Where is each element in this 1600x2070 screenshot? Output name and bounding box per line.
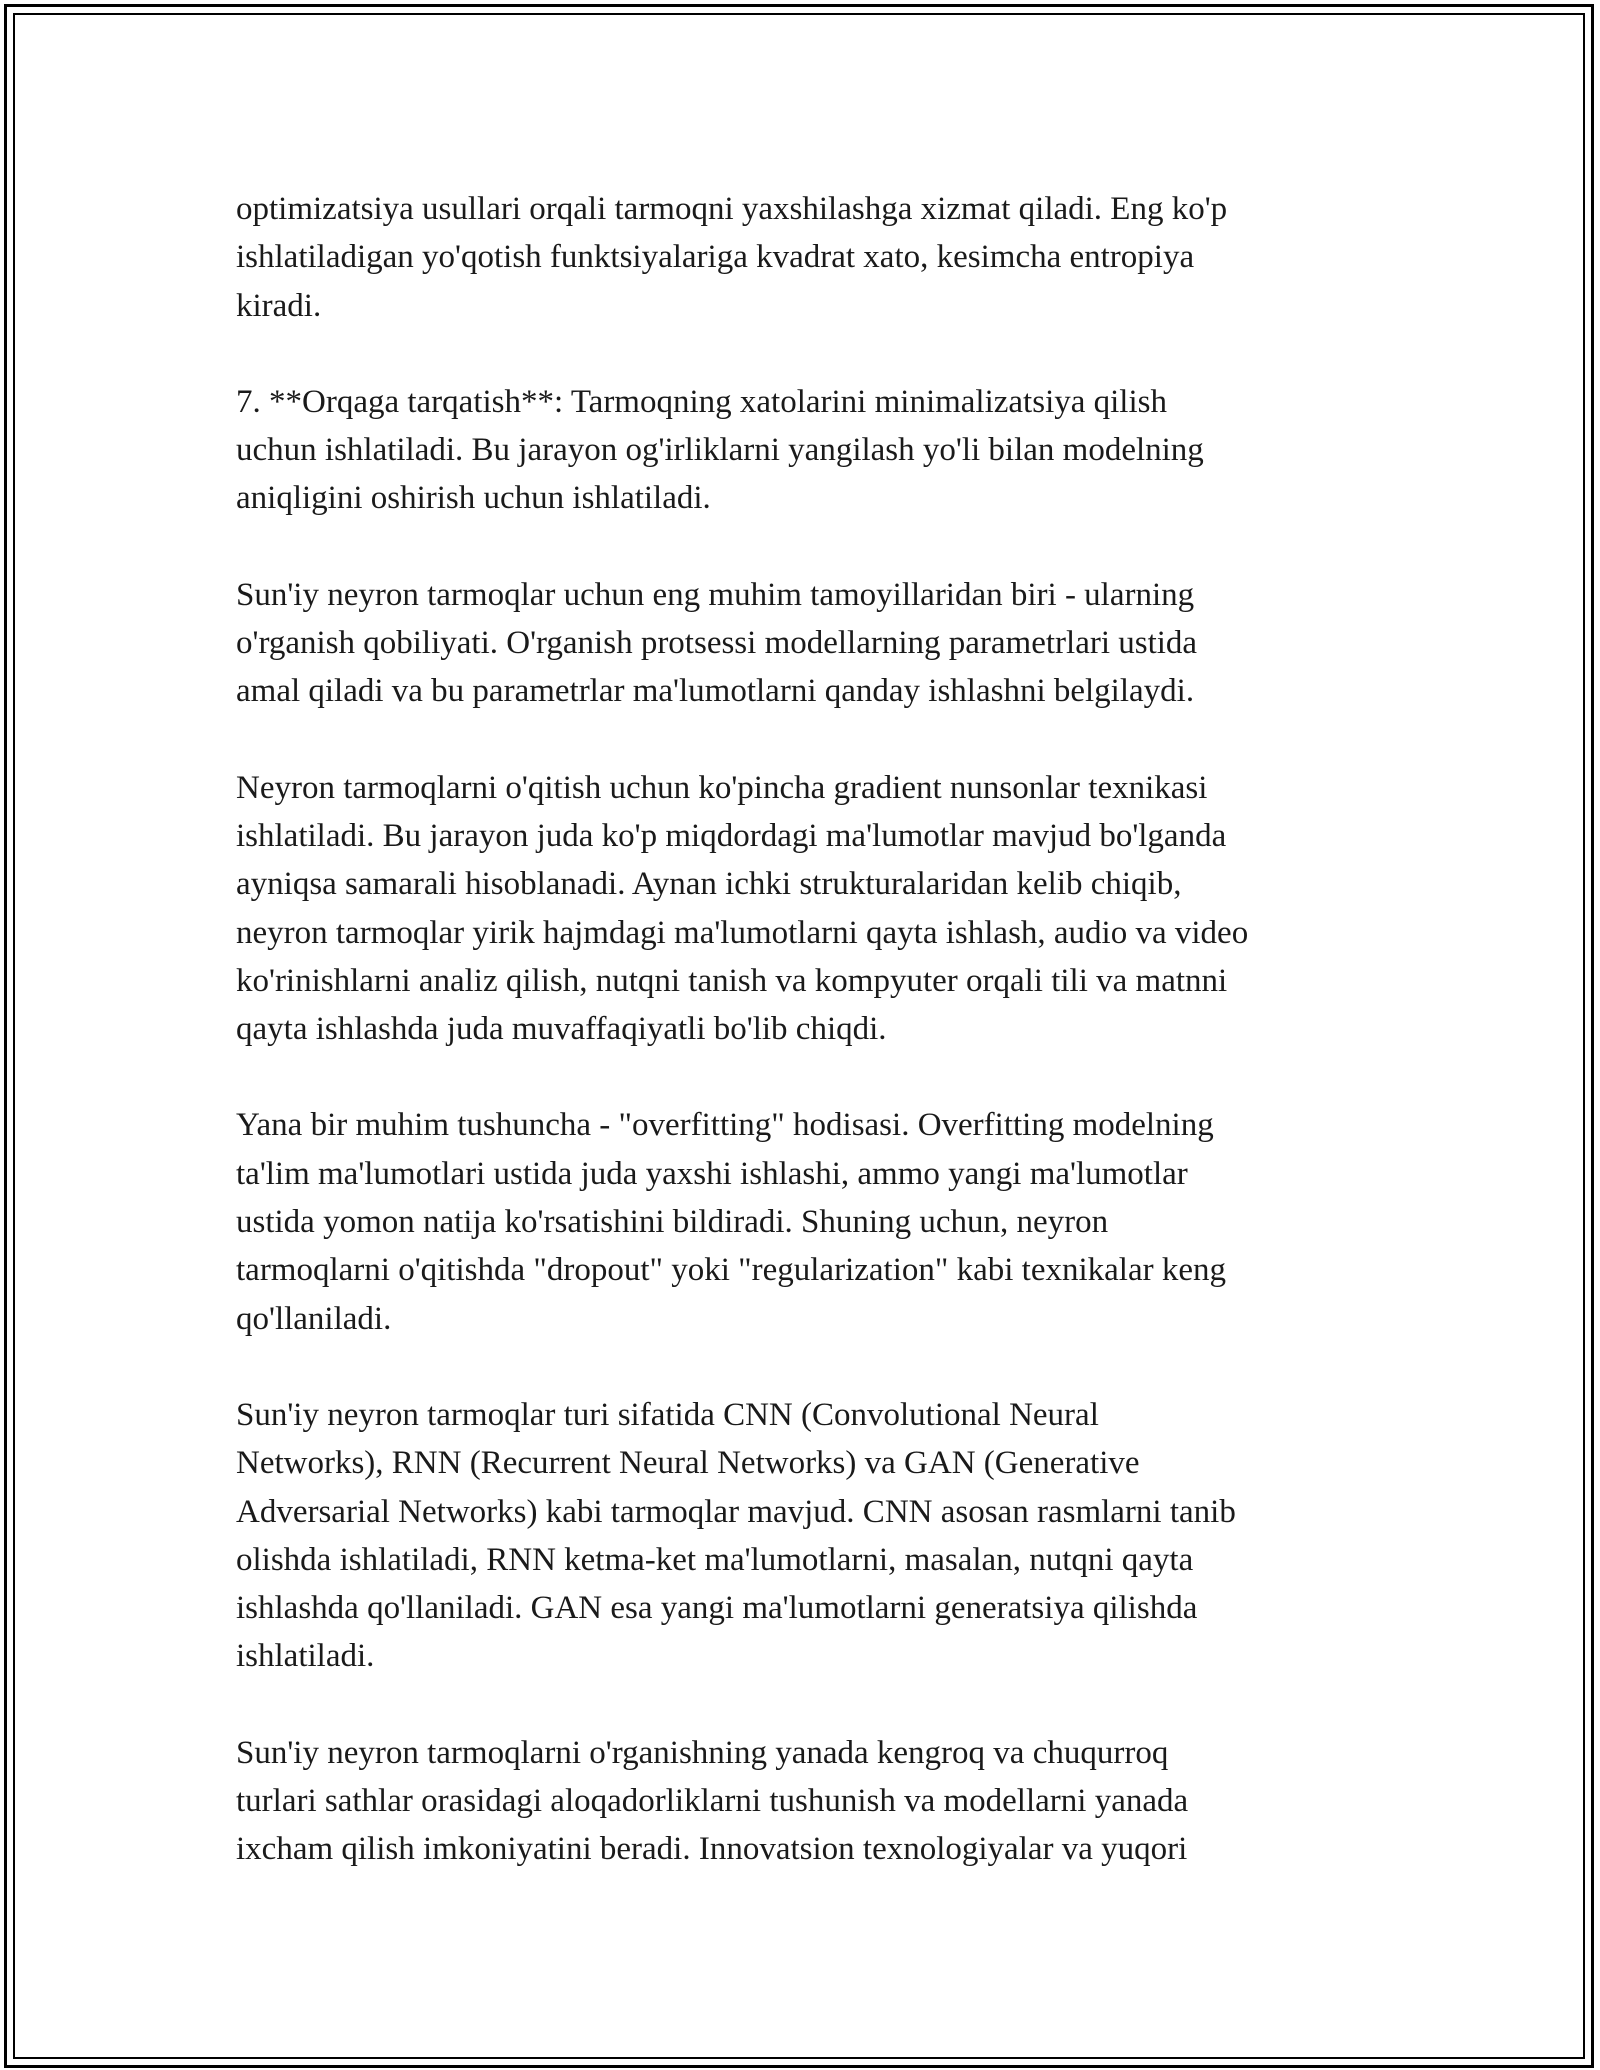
text-line: Sun'iy neyron tarmoqlar turi sifatida CNN (Convolutional Neural [236, 1396, 1099, 1433]
text-line: aniqligini oshirish uchun ishlatiladi. [236, 480, 711, 517]
text-line: ayniqsa samarali hisoblanadi. Aynan ichki strukturalaridan kelib chiqib, [236, 866, 1182, 903]
text-line: ustida yomon natija ko'rsatishini bildiradi. Shuning uchun, neyron [236, 1204, 1109, 1241]
text-line: ishlashda qo'llaniladi. GAN esa yangi ma'lumotlarni generatsiya qilishda [236, 1590, 1198, 1627]
text-line: ishlatiladigan yo'qotish funktsiyalariga kvadrat xato, kesimcha entropiya [236, 239, 1195, 276]
text-line: Networks), RNN (Recurrent Neural Networks) va GAN (Generative [236, 1445, 1140, 1482]
text-line: tarmoqlarni o'qitishda "dropout" yoki "regularization" kabi texnikalar keng [236, 1252, 1226, 1289]
text-line: Sun'iy neyron tarmoqlarni o'rganishning yanada kengroq va chuqurroq [236, 1734, 1169, 1771]
text-line: 7. **Orqaga tarqatish**: Tarmoqning xatolarini minimalizatsiya qilish [236, 383, 1167, 420]
text-line: neyron tarmoqlar yirik hajmdagi ma'lumotlarni qayta ishlash, audio va video [236, 914, 1249, 951]
paragraph-backpropagation [236, 378, 1366, 523]
text-line: Adversarial Networks) kabi tarmoqlar mavjud. CNN asosan rasmlarni tanib [236, 1493, 1236, 1530]
text-line: Sun'iy neyron tarmoqlar uchun eng muhim tamoyillaridan biri - ularning [236, 576, 1195, 613]
paragraph-network-types [236, 1391, 1366, 1681]
text-line: Neyron tarmoqlarni o'qitish uchun ko'pincha gradient nunsonlar texnikasi [236, 769, 1208, 806]
paragraph-loss-functions [236, 185, 1366, 330]
text-line: olishda ishlatiladi, RNN ketma-ket ma'lumotlarni, masalan, nutqni qayta [236, 1541, 1194, 1578]
text-line: amal qiladi va bu parametrlar ma'lumotlarni qanday ishlashni belgilaydi. [236, 673, 1195, 710]
text-line: uchun ishlatiladi. Bu jarayon og'irliklarni yangilash yo'li bilan modelning [236, 432, 1204, 469]
text-line: Yana bir muhim tushuncha - "overfitting" hodisasi. Overfitting modelning [236, 1107, 1214, 1144]
text-line: ta'lim ma'lumotlari ustida juda yaxshi ishlashi, ammo yangi ma'lumotlar [236, 1155, 1188, 1192]
document-body [236, 185, 1366, 1922]
text-line: ishlatiladi. Bu jarayon juda ko'p miqdordagi ma'lumotlar mavjud bo'lganda [236, 817, 1227, 854]
text-line: o'rganish qobiliyati. O'rganish protsessi modellarning parametrlari ustida [236, 625, 1198, 662]
text-line: turlari sathlar orasidagi aloqadorliklarni tushunish va modellarni yanada [236, 1783, 1189, 1820]
text-line: ko'rinishlarni analiz qilish, nutqni tanish va kompyuter orqali tili va matnni [236, 962, 1228, 999]
text-line: kiradi. [236, 287, 322, 324]
paragraph-learning-ability [236, 571, 1366, 716]
paragraph-overfitting [236, 1101, 1366, 1342]
text-line: ishlatiladi. [236, 1638, 375, 1675]
text-line: optimizatsiya usullari orqali tarmoqni yaxshilashga xizmat qiladi. Eng ko'p [236, 191, 1228, 227]
text-line: qayta ishlashda juda muvaffaqiyatli bo'lib chiqdi. [236, 1011, 887, 1048]
text-line: qo'llaniladi. [236, 1300, 392, 1337]
paragraph-training [236, 764, 1366, 1054]
text-line: ixcham qilish imkoniyatini beradi. Innovatsion texnologiyalar va yuqori [236, 1831, 1188, 1868]
paragraph-deeper-learning [236, 1729, 1366, 1874]
